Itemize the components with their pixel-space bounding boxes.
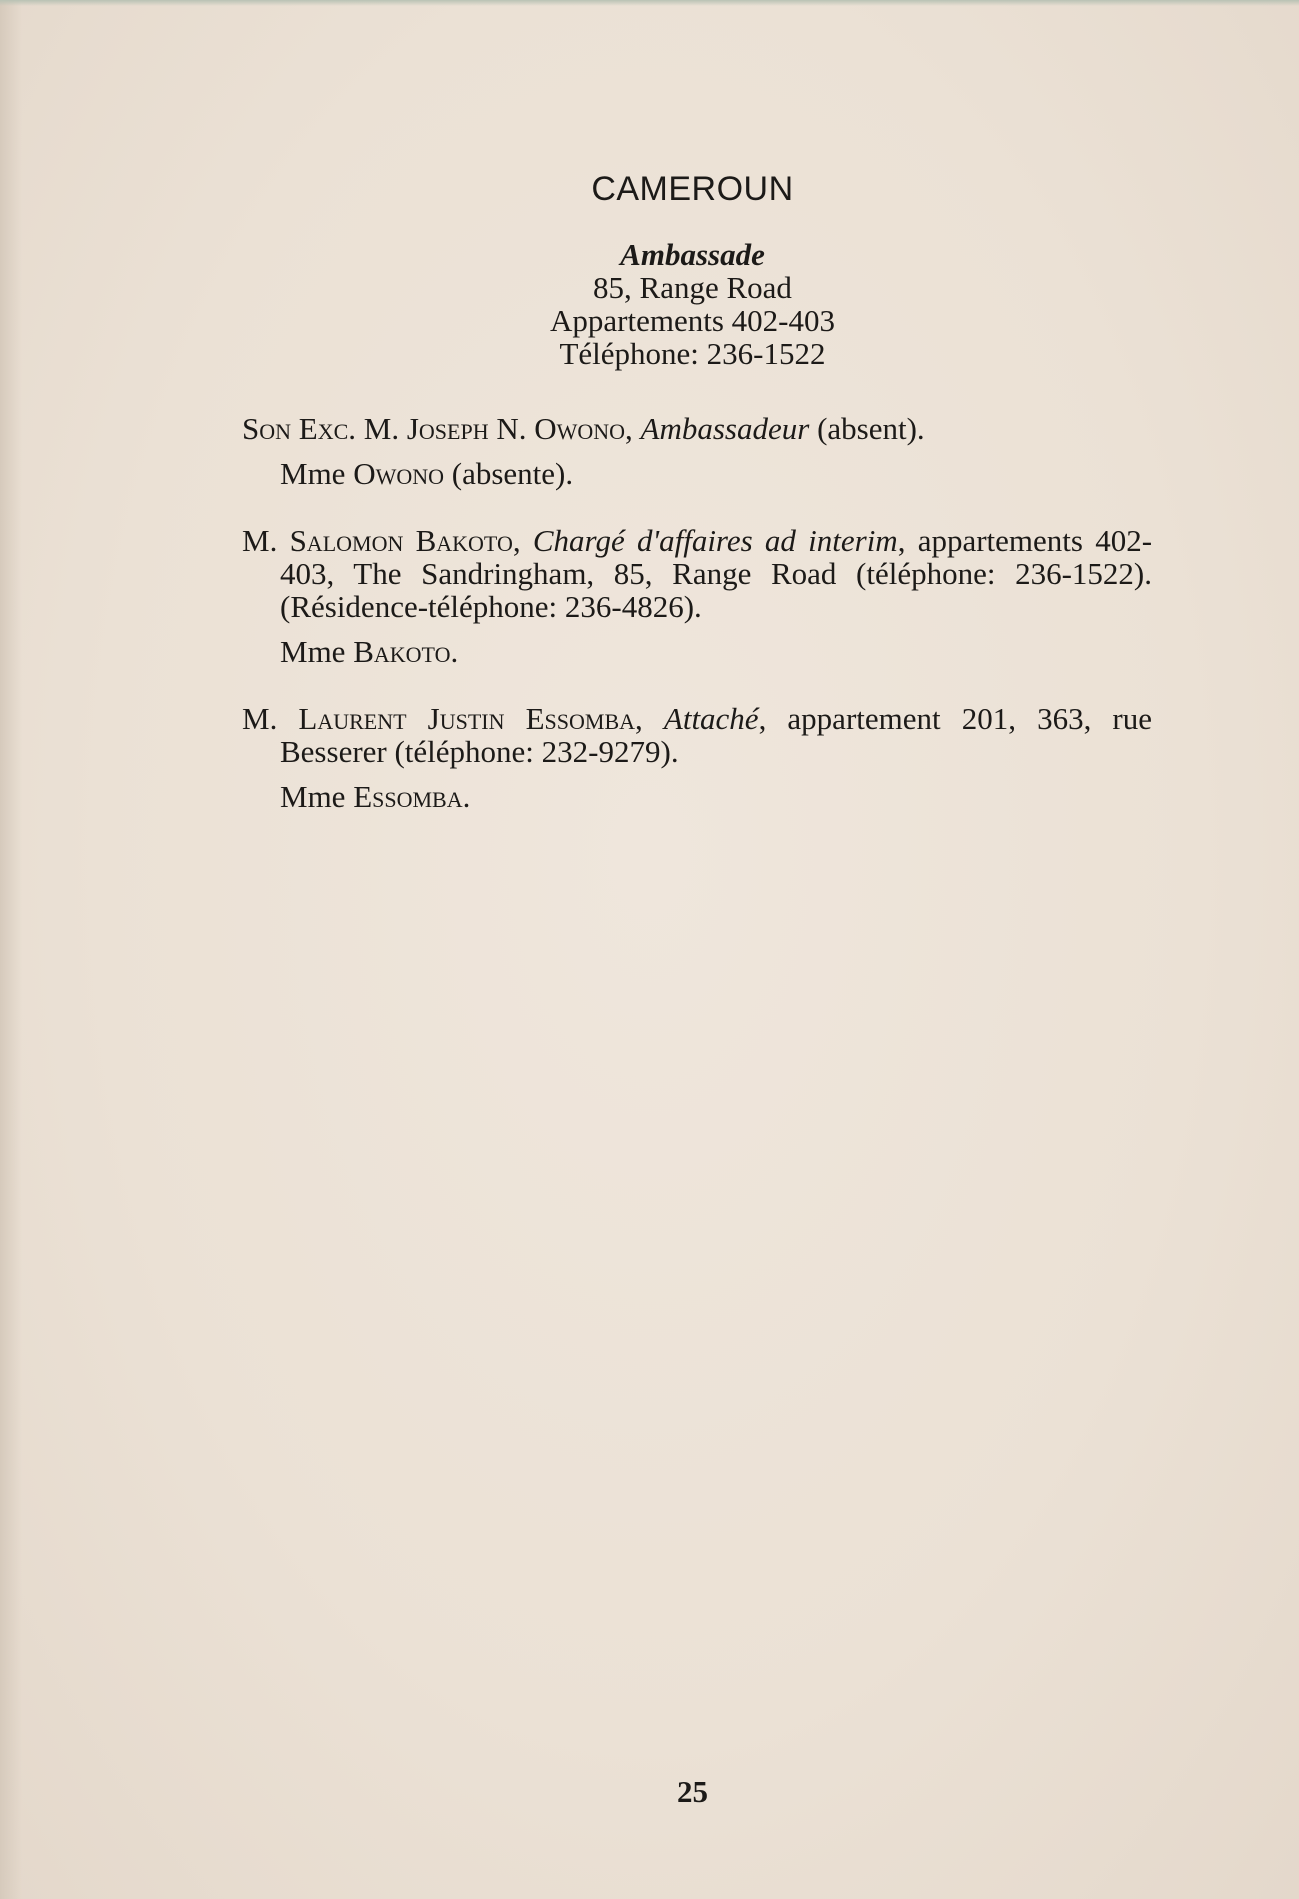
entry-details: , appartements 402-403, The Sandringham, 85, Range Road (téléphone: 236-1522). (Résidence-téléphone: 236-4826). — [280, 523, 1153, 624]
entry-title: Chargé d'affaires ad interim — [532, 523, 898, 558]
entry-name: Joseph N. Owono — [406, 411, 626, 446]
staff-entry-charge-affaires — [242, 524, 1152, 623]
spouse-details: . — [450, 634, 459, 669]
staff-entry-attache — [242, 702, 1152, 768]
entry-details: (absent). — [809, 411, 925, 446]
staff-entry-ambassador — [242, 412, 1152, 445]
entry-name: Laurent Justin Essomba — [298, 701, 636, 736]
spouse-name: Essomba — [353, 779, 463, 814]
embassy-phone: Téléphone: 236-1522 — [559, 336, 826, 371]
embassy-block — [0, 238, 1299, 370]
spouse-prefix: Mme — [280, 779, 354, 814]
spouse-name: Owono — [353, 456, 445, 491]
spouse-details: . — [462, 779, 471, 814]
entry-name: Salomon Bakoto — [289, 523, 513, 558]
country-heading: CAMEROUN — [591, 170, 794, 208]
entry-separator: , — [635, 701, 664, 736]
entry-details: , appartement 201, 363, rue Besserer (téléphone: 232-9279). — [280, 701, 1152, 769]
entry-separator: , — [625, 411, 641, 446]
embassy-address: 85, Range Road — [593, 270, 792, 305]
page-top-edge — [0, 0, 1299, 6]
spouse-details: (absente). — [444, 456, 574, 491]
entry-title: Attaché — [663, 701, 759, 736]
entry-prefix: M. — [242, 701, 299, 736]
page-number: 25 — [677, 1774, 708, 1809]
spouse-entry — [242, 780, 1152, 813]
entry-title: Ambassadeur — [640, 411, 810, 446]
spouse-name: Bakoto — [353, 634, 451, 669]
staff-list — [242, 412, 1152, 813]
entry-prefix: Son Exc. M. — [242, 411, 407, 446]
spouse-prefix: Mme — [280, 456, 354, 491]
embassy-label: Ambassade — [620, 237, 765, 272]
spouse-entry — [242, 457, 1152, 490]
spouse-entry — [242, 635, 1152, 668]
entry-separator: , — [512, 523, 533, 558]
embassy-apartments: Appartements 402-403 — [550, 303, 835, 338]
spouse-prefix: Mme — [280, 634, 354, 669]
entry-prefix: M. — [242, 523, 290, 558]
